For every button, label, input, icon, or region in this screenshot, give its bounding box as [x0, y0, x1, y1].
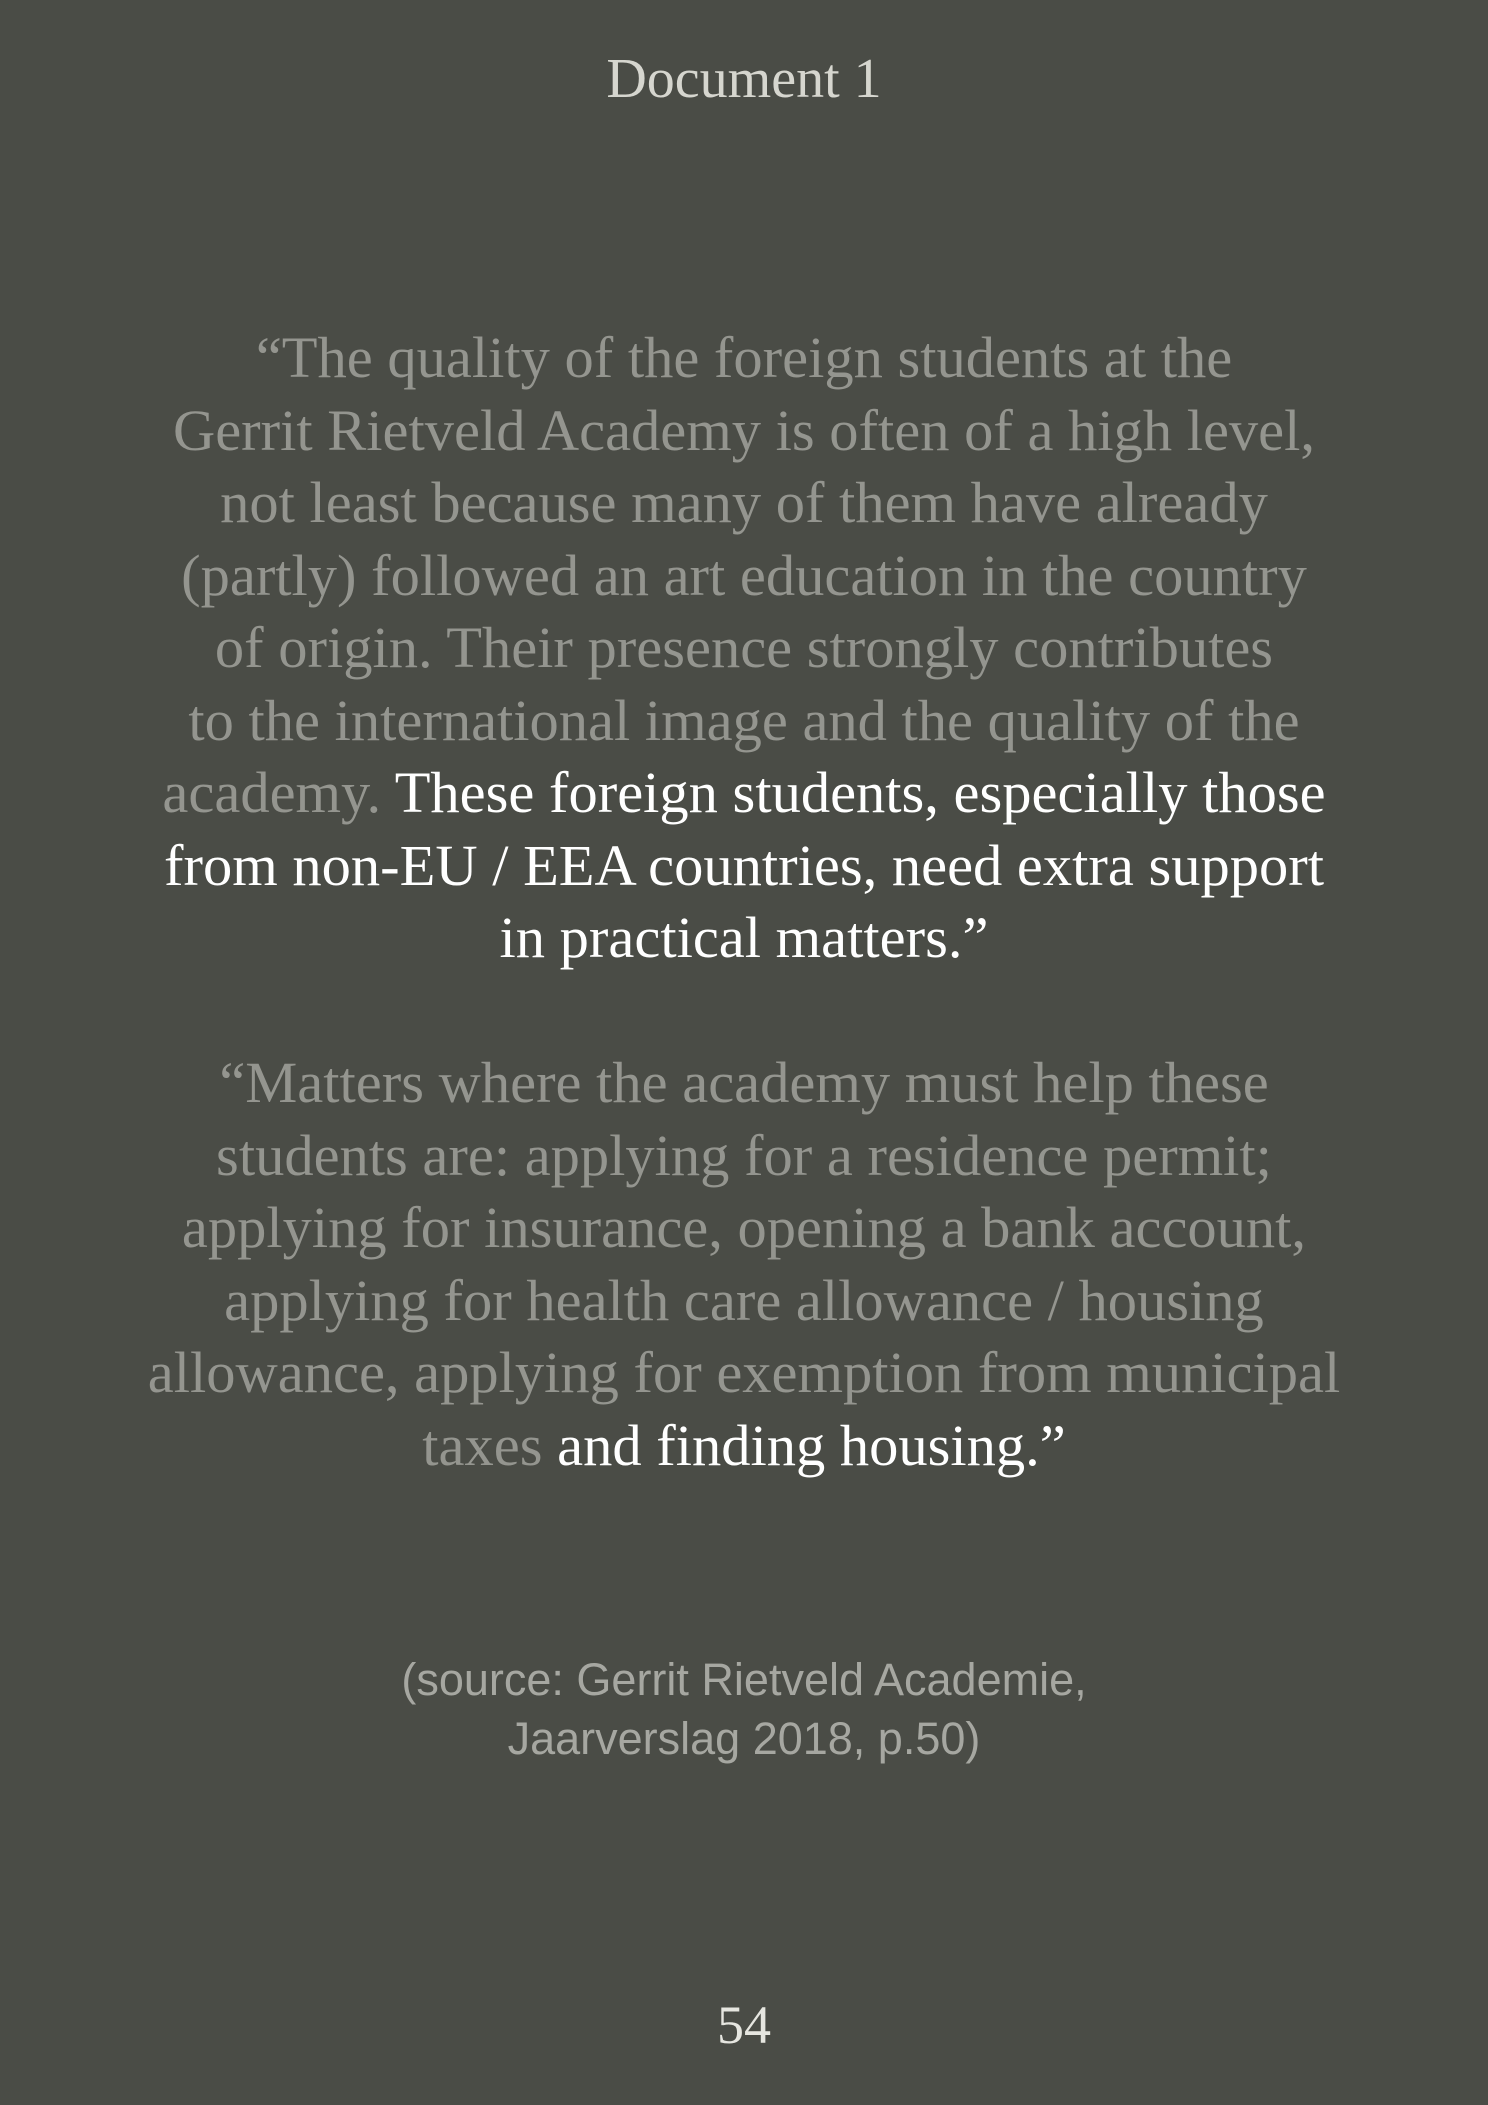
quote-2-line-4: applying for health care allowance / housing [224, 1267, 1264, 1333]
quote-2-line-5: allowance, applying for exemption from municipal [147, 1340, 1341, 1405]
quote-2-line-1: “Matters where the academy must help these [219, 1050, 1269, 1115]
source-line-1: (source: Gerrit Rietveld Academie, [401, 1654, 1087, 1705]
page-title: Document 1 [606, 48, 882, 110]
quote-1-line-3: not least because many of them have already [220, 470, 1268, 535]
quote-2-line-6-dim: taxes [422, 1412, 543, 1478]
quote-1-line-4: (partly) followed an art education in the country [181, 542, 1307, 608]
page-number: 54 [717, 1995, 771, 2055]
quote-1-line-7-highlight: These foreign students, especially those [381, 760, 1326, 825]
quote-1-line-1: “The quality of the foreign students at the [255, 325, 1233, 390]
quote-1-line-2: Gerrit Rietveld Academy is often of a high level, [172, 397, 1316, 463]
quote-2-line-6 [0, 1410, 1488, 1483]
quote-block-1 [0, 322, 1488, 975]
quote-1-line-5: of origin. Their presence strongly contributes [214, 615, 1274, 680]
quote-1-line-7-dim: academy. [162, 760, 382, 825]
quote-1-line-6: to the international image and the quality of the [188, 687, 1300, 753]
quote-1-highlight-line-2: in practical matters.” [499, 905, 989, 970]
quote-2-line-2: students are: applying for a residence permit; [216, 1122, 1272, 1188]
quote-1-highlight-line-1: from non-EU / EEA countries, need extra support [164, 832, 1324, 898]
quote-1-line-7 [0, 757, 1488, 830]
quote-2-line-6-highlight: and finding housing.” [542, 1412, 1066, 1478]
quote-block-2 [0, 1047, 1488, 1482]
quote-2-line-3: applying for insurance, opening a bank account, [181, 1195, 1307, 1260]
source-citation [0, 1650, 1488, 1768]
source-line-2: Jaarverslag 2018, p.50) [507, 1713, 981, 1764]
